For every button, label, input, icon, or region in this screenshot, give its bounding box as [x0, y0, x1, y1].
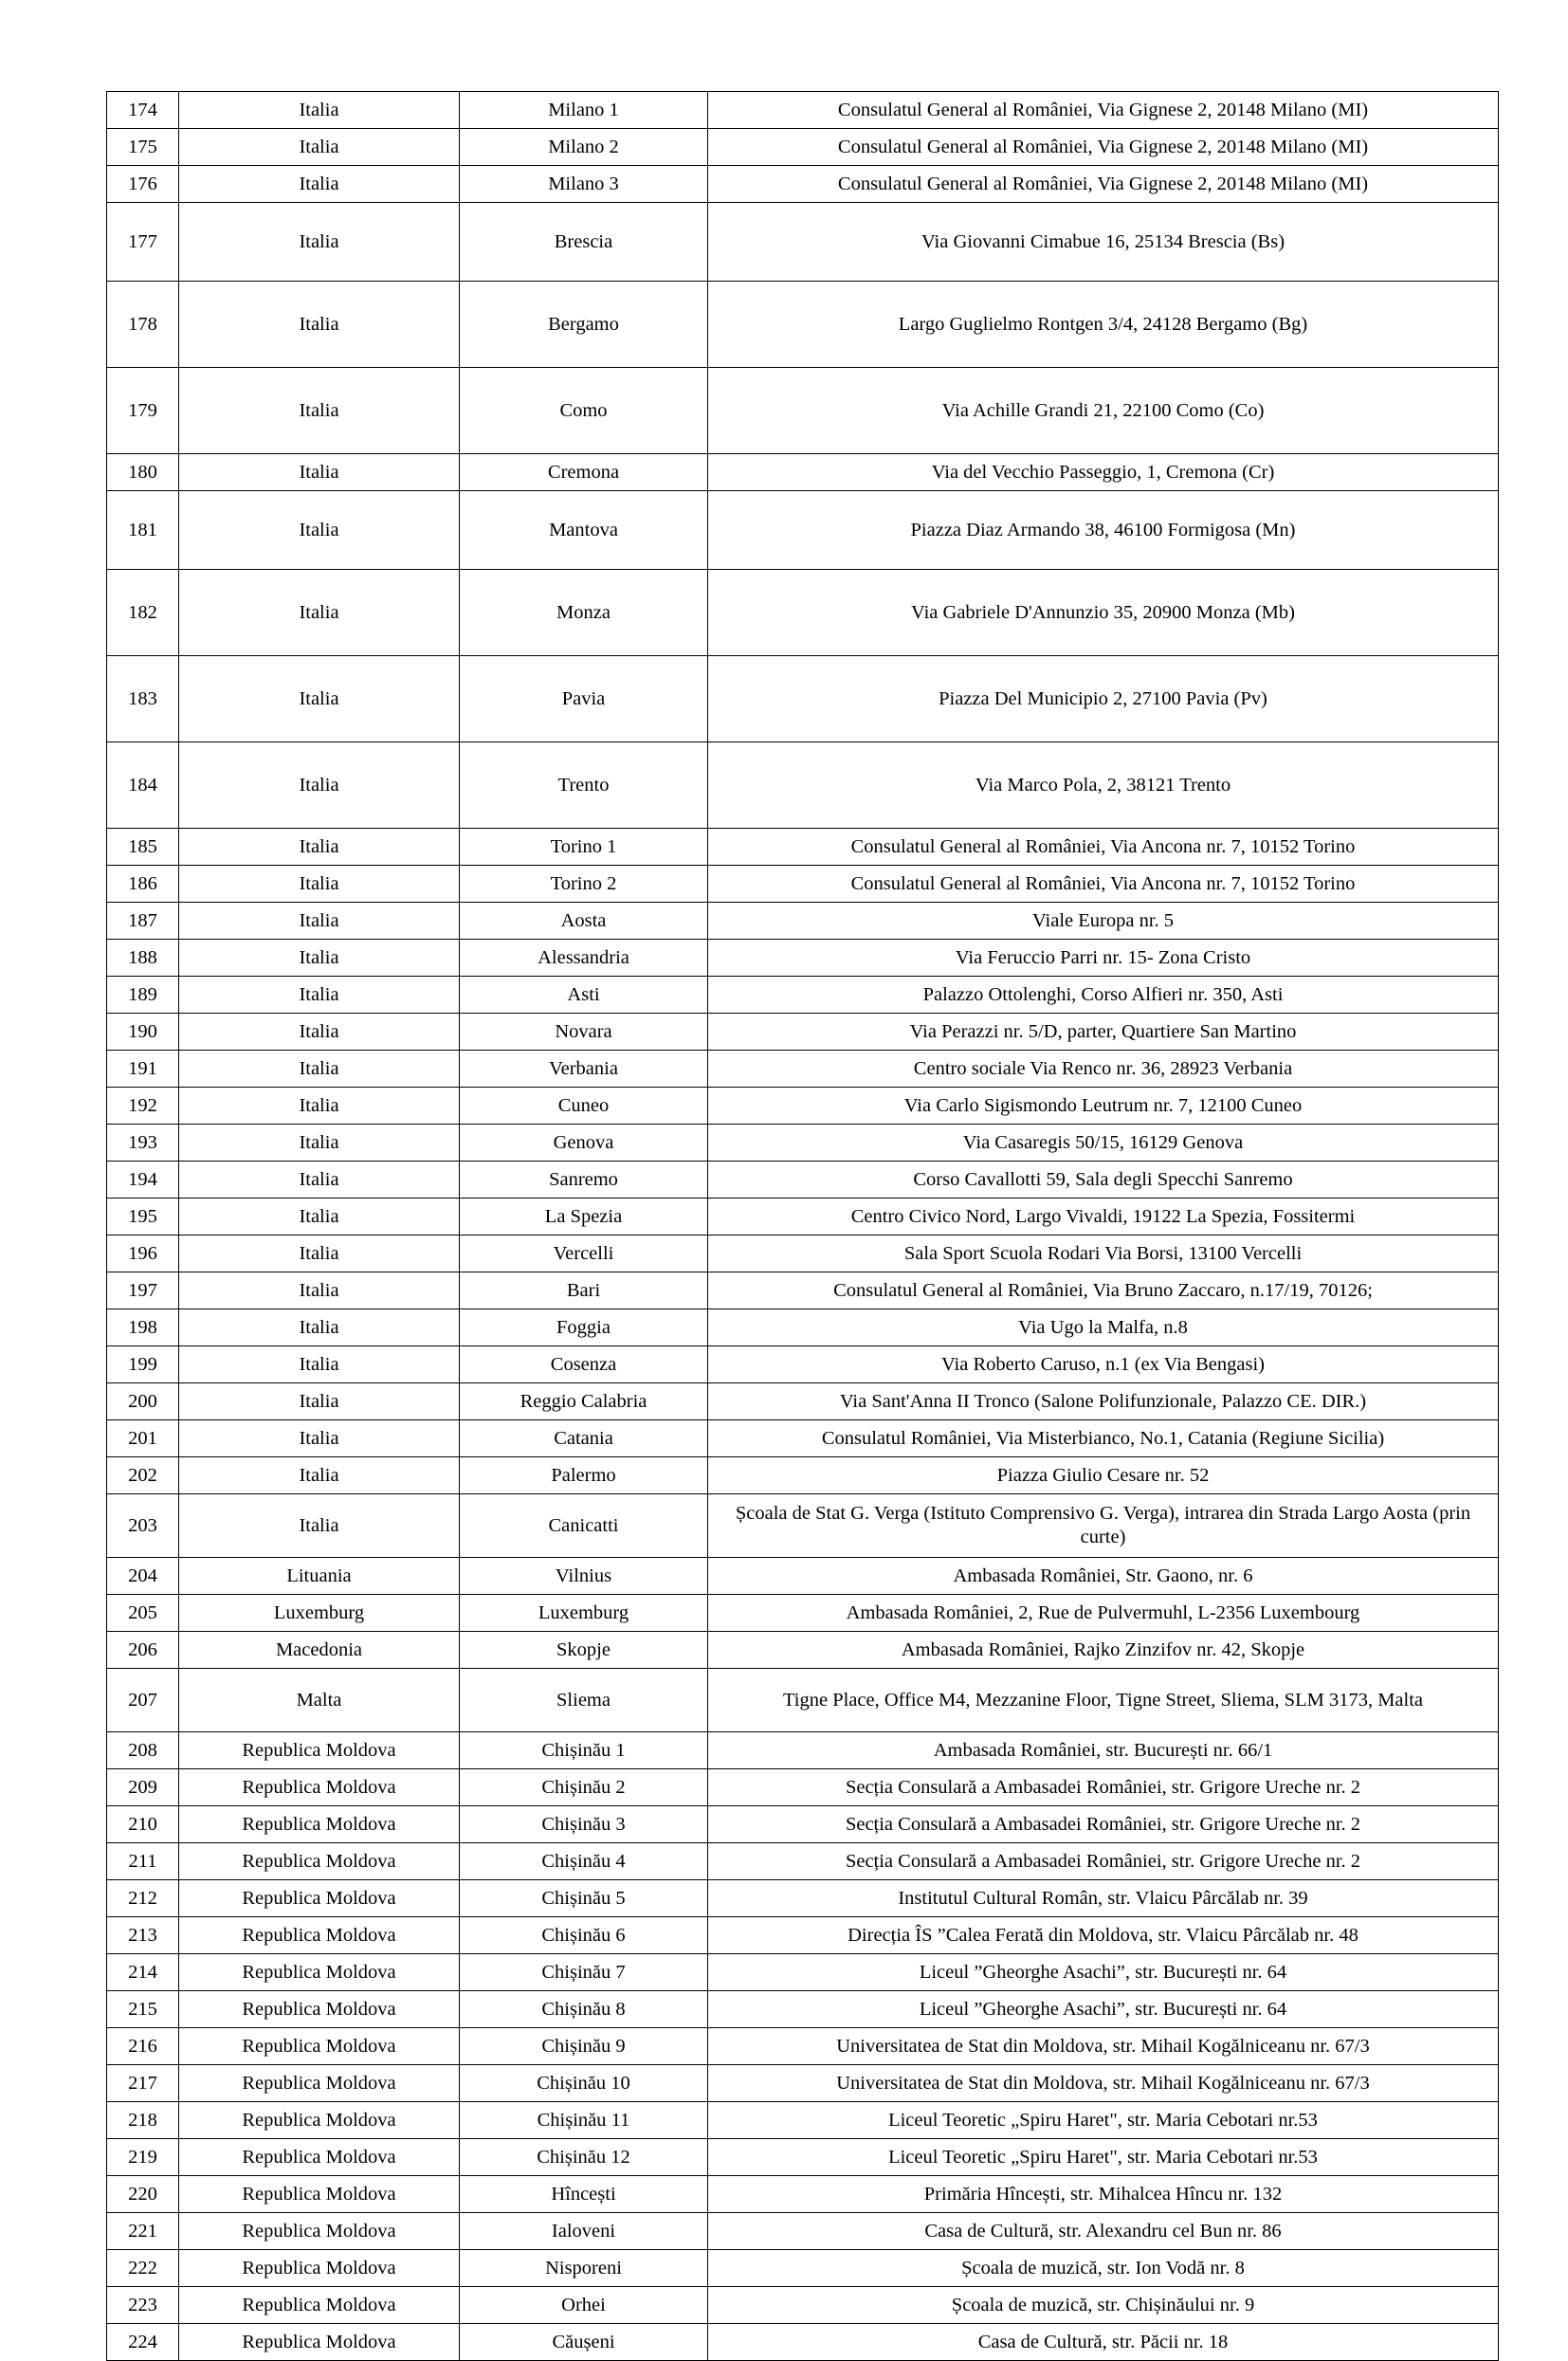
cell-address: Centro sociale Via Renco nr. 36, 28923 Verbania: [708, 1051, 1499, 1088]
cell-address: Via del Vecchio Passeggio, 1, Cremona (Cr): [708, 454, 1499, 491]
cell-number: 192: [107, 1088, 179, 1125]
cell-section: Căușeni: [460, 2324, 708, 2361]
cell-number: 178: [107, 282, 179, 368]
cell-address: Via Marco Pola, 2, 38121 Trento: [708, 742, 1499, 829]
cell-number: 204: [107, 1558, 179, 1595]
cell-address: Via Giovanni Cimabue 16, 25134 Brescia (Bs): [708, 203, 1499, 282]
cell-country: Italia: [179, 656, 460, 742]
cell-section: Alessandria: [460, 940, 708, 977]
cell-country: Luxemburg: [179, 1595, 460, 1632]
cell-section: Milano 3: [460, 166, 708, 203]
cell-country: Italia: [179, 368, 460, 454]
cell-address: Via Achille Grandi 21, 22100 Como (Co): [708, 368, 1499, 454]
table-row: [107, 1162, 1499, 1199]
cell-section: Palermo: [460, 1457, 708, 1494]
cell-number: 215: [107, 1991, 179, 2028]
cell-section: Reggio Calabria: [460, 1383, 708, 1420]
table-row: [107, 1199, 1499, 1235]
cell-section: Verbania: [460, 1051, 708, 1088]
table-row: [107, 1346, 1499, 1383]
cell-section: Chișinău 7: [460, 1954, 708, 1991]
cell-number: 191: [107, 1051, 179, 1088]
cell-address: Via Roberto Caruso, n.1 (ex Via Bengasi): [708, 1346, 1499, 1383]
cell-section: Foggia: [460, 1309, 708, 1346]
table-row: [107, 2250, 1499, 2287]
cell-country: Republica Moldova: [179, 1732, 460, 1769]
table-row: [107, 1595, 1499, 1632]
cell-number: 197: [107, 1272, 179, 1309]
cell-section: Catania: [460, 1420, 708, 1457]
cell-number: 216: [107, 2028, 179, 2065]
cell-section: Orhei: [460, 2287, 708, 2324]
cell-section: Torino 1: [460, 829, 708, 866]
cell-address: Tigne Place, Office M4, Mezzanine Floor, Tigne Street, Sliema, SLM 3173, Malta: [708, 1669, 1499, 1732]
table-row: [107, 1769, 1499, 1806]
cell-country: Italia: [179, 1420, 460, 1457]
cell-country: Italia: [179, 866, 460, 903]
table-row: [107, 203, 1499, 282]
table-row: [107, 2102, 1499, 2139]
cell-number: 201: [107, 1420, 179, 1457]
cell-country: Republica Moldova: [179, 2287, 460, 2324]
cell-address: Consulatul General al României, Via Ancona nr. 7, 10152 Torino: [708, 829, 1499, 866]
cell-country: Italia: [179, 1272, 460, 1309]
cell-number: 186: [107, 866, 179, 903]
cell-section: Novara: [460, 1014, 708, 1051]
cell-number: 203: [107, 1494, 179, 1558]
cell-section: Como: [460, 368, 708, 454]
cell-number: 202: [107, 1457, 179, 1494]
table-row: [107, 1235, 1499, 1272]
cell-number: 211: [107, 1843, 179, 1880]
cell-number: 179: [107, 368, 179, 454]
cell-country: Italia: [179, 1235, 460, 1272]
cell-country: Italia: [179, 903, 460, 940]
cell-address: Piazza Del Municipio 2, 27100 Pavia (Pv): [708, 656, 1499, 742]
cell-address: Palazzo Ottolenghi, Corso Alfieri nr. 350, Asti: [708, 977, 1499, 1014]
cell-section: Pavia: [460, 656, 708, 742]
table-row: [107, 368, 1499, 454]
cell-number: 176: [107, 166, 179, 203]
cell-number: 183: [107, 656, 179, 742]
cell-number: 205: [107, 1595, 179, 1632]
cell-number: 207: [107, 1669, 179, 1732]
cell-country: Italia: [179, 742, 460, 829]
table-row: [107, 1843, 1499, 1880]
cell-address: Via Carlo Sigismondo Leutrum nr. 7, 12100 Cuneo: [708, 1088, 1499, 1125]
table-row: [107, 1088, 1499, 1125]
cell-country: Italia: [179, 1125, 460, 1162]
cell-address: Casa de Cultură, str. Păcii nr. 18: [708, 2324, 1499, 2361]
cell-section: Chișinău 2: [460, 1769, 708, 1806]
cell-number: 214: [107, 1954, 179, 1991]
cell-country: Republica Moldova: [179, 1769, 460, 1806]
cell-section: Trento: [460, 742, 708, 829]
table-row: [107, 166, 1499, 203]
cell-address: Ambasada României, str. București nr. 66/1: [708, 1732, 1499, 1769]
table-row: [107, 1420, 1499, 1457]
table-row: [107, 866, 1499, 903]
cell-address: Via Perazzi nr. 5/D, parter, Quartiere San Martino: [708, 1014, 1499, 1051]
cell-section: Canicatti: [460, 1494, 708, 1558]
table-row: [107, 742, 1499, 829]
cell-address: Ambasada României, Str. Gaono, nr. 6: [708, 1558, 1499, 1595]
cell-number: 220: [107, 2176, 179, 2213]
cell-address: Centro Civico Nord, Largo Vivaldi, 19122 La Spezia, Fossitermi: [708, 1199, 1499, 1235]
cell-number: 223: [107, 2287, 179, 2324]
table-row: [107, 977, 1499, 1014]
cell-number: 195: [107, 1199, 179, 1235]
cell-section: Cuneo: [460, 1088, 708, 1125]
cell-address: Via Feruccio Parri nr. 15- Zona Cristo: [708, 940, 1499, 977]
cell-number: 188: [107, 940, 179, 977]
table-row: [107, 903, 1499, 940]
cell-country: Italia: [179, 1494, 460, 1558]
cell-address: Consulatul General al României, Via Bruno Zaccaro, n.17/19, 70126;: [708, 1272, 1499, 1309]
table-row: [107, 1806, 1499, 1843]
cell-section: Luxemburg: [460, 1595, 708, 1632]
table-row: [107, 491, 1499, 570]
cell-address: Sala Sport Scuola Rodari Via Borsi, 13100 Vercelli: [708, 1235, 1499, 1272]
cell-address: Via Sant'Anna II Tronco (Salone Polifunzionale, Palazzo CE. DIR.): [708, 1383, 1499, 1420]
cell-section: Cremona: [460, 454, 708, 491]
cell-number: 221: [107, 2213, 179, 2250]
table-row: [107, 1558, 1499, 1595]
cell-country: Republica Moldova: [179, 1843, 460, 1880]
cell-number: 193: [107, 1125, 179, 1162]
cell-address: Consulatul General al României, Via Gignese 2, 20148 Milano (MI): [708, 166, 1499, 203]
table-body: [107, 92, 1499, 2361]
table-row: [107, 1494, 1499, 1558]
cell-section: Torino 2: [460, 866, 708, 903]
cell-address: Școala de muzică, str. Ion Vodă nr. 8: [708, 2250, 1499, 2287]
table-row: [107, 2176, 1499, 2213]
cell-address: Consulatul General al României, Via Ancona nr. 7, 10152 Torino: [708, 866, 1499, 903]
cell-address: Universitatea de Stat din Moldova, str. Mihail Kogălniceanu nr. 67/3: [708, 2065, 1499, 2102]
cell-number: 194: [107, 1162, 179, 1199]
cell-address: Primăria Hîncești, str. Mihalcea Hîncu nr. 132: [708, 2176, 1499, 2213]
cell-section: Milano 1: [460, 92, 708, 129]
cell-number: 189: [107, 977, 179, 1014]
cell-address: Liceul Teoretic „Spiru Haret", str. Maria Cebotari nr.53: [708, 2139, 1499, 2176]
cell-address: Piazza Giulio Cesare nr. 52: [708, 1457, 1499, 1494]
cell-section: Chișinău 3: [460, 1806, 708, 1843]
table-row: [107, 2324, 1499, 2361]
cell-section: Chișinău 12: [460, 2139, 708, 2176]
cell-number: 199: [107, 1346, 179, 1383]
cell-address: Școala de Stat G. Verga (Istituto Comprensivo G. Verga), intrarea din Strada Largo Aosta (prin curte): [708, 1494, 1499, 1558]
polling-stations-table: [106, 91, 1499, 2361]
cell-number: 190: [107, 1014, 179, 1051]
table-row: [107, 1272, 1499, 1309]
cell-address: Viale Europa nr. 5: [708, 903, 1499, 940]
cell-section: Chișinău 9: [460, 2028, 708, 2065]
cell-section: Milano 2: [460, 129, 708, 166]
cell-country: Republica Moldova: [179, 2213, 460, 2250]
cell-section: Nisporeni: [460, 2250, 708, 2287]
cell-section: Aosta: [460, 903, 708, 940]
cell-country: Republica Moldova: [179, 2324, 460, 2361]
cell-country: Italia: [179, 1199, 460, 1235]
cell-address: Via Ugo la Malfa, n.8: [708, 1309, 1499, 1346]
table-row: [107, 92, 1499, 129]
table-row: [107, 2287, 1499, 2324]
cell-country: Italia: [179, 829, 460, 866]
cell-number: 213: [107, 1917, 179, 1954]
cell-country: Italia: [179, 129, 460, 166]
cell-address: Institutul Cultural Român, str. Vlaicu Pârcălab nr. 39: [708, 1880, 1499, 1917]
cell-address: Casa de Cultură, str. Alexandru cel Bun nr. 86: [708, 2213, 1499, 2250]
cell-country: Italia: [179, 977, 460, 1014]
cell-country: Macedonia: [179, 1632, 460, 1669]
table-row: [107, 1457, 1499, 1494]
cell-address: Via Casaregis 50/15, 16129 Genova: [708, 1125, 1499, 1162]
cell-country: Italia: [179, 570, 460, 656]
cell-number: 210: [107, 1806, 179, 1843]
cell-address: Piazza Diaz Armando 38, 46100 Formigosa (Mn): [708, 491, 1499, 570]
table-row: [107, 1669, 1499, 1732]
cell-country: Italia: [179, 1346, 460, 1383]
cell-country: Republica Moldova: [179, 1917, 460, 1954]
cell-country: Italia: [179, 166, 460, 203]
cell-section: Vilnius: [460, 1558, 708, 1595]
cell-number: 222: [107, 2250, 179, 2287]
cell-section: Chișinău 10: [460, 2065, 708, 2102]
cell-country: Republica Moldova: [179, 2176, 460, 2213]
cell-number: 177: [107, 203, 179, 282]
cell-number: 187: [107, 903, 179, 940]
table-row: [107, 2139, 1499, 2176]
cell-section: Chișinău 6: [460, 1917, 708, 1954]
cell-section: Cosenza: [460, 1346, 708, 1383]
cell-address: Consulatul României, Via Misterbianco, No.1, Catania (Regiune Sicilia): [708, 1420, 1499, 1457]
cell-address: Secția Consulară a Ambasadei României, str. Grigore Ureche nr. 2: [708, 1769, 1499, 1806]
cell-address: Liceul Teoretic „Spiru Haret", str. Maria Cebotari nr.53: [708, 2102, 1499, 2139]
table-row: [107, 2028, 1499, 2065]
cell-number: 224: [107, 2324, 179, 2361]
cell-number: 218: [107, 2102, 179, 2139]
cell-number: 209: [107, 1769, 179, 1806]
cell-number: 208: [107, 1732, 179, 1769]
cell-address: Direcția ÎS ”Calea Ferată din Moldova, str. Vlaicu Pârcălab nr. 48: [708, 1917, 1499, 1954]
cell-country: Italia: [179, 454, 460, 491]
cell-address: Largo Guglielmo Rontgen 3/4, 24128 Bergamo (Bg): [708, 282, 1499, 368]
table-row: [107, 1051, 1499, 1088]
cell-address: Corso Cavallotti 59, Sala degli Specchi Sanremo: [708, 1162, 1499, 1199]
table-row: [107, 1125, 1499, 1162]
cell-address: Consulatul General al României, Via Gignese 2, 20148 Milano (MI): [708, 129, 1499, 166]
table-row: [107, 1880, 1499, 1917]
table-row: [107, 282, 1499, 368]
table-row: [107, 129, 1499, 166]
cell-number: 217: [107, 2065, 179, 2102]
table-row: [107, 1954, 1499, 1991]
table-row: [107, 1991, 1499, 2028]
cell-section: Ialoveni: [460, 2213, 708, 2250]
cell-country: Republica Moldova: [179, 1880, 460, 1917]
cell-number: 206: [107, 1632, 179, 1669]
cell-section: Chișinău 11: [460, 2102, 708, 2139]
table-row: [107, 1014, 1499, 1051]
cell-section: Brescia: [460, 203, 708, 282]
table-row: [107, 2065, 1499, 2102]
cell-country: Italia: [179, 1309, 460, 1346]
cell-country: Republica Moldova: [179, 2250, 460, 2287]
table-row: [107, 1732, 1499, 1769]
cell-section: Asti: [460, 977, 708, 1014]
cell-country: Republica Moldova: [179, 1806, 460, 1843]
cell-section: La Spezia: [460, 1199, 708, 1235]
table-row: [107, 656, 1499, 742]
table-row: [107, 454, 1499, 491]
cell-country: Republica Moldova: [179, 2102, 460, 2139]
cell-country: Republica Moldova: [179, 1991, 460, 2028]
cell-country: Republica Moldova: [179, 2139, 460, 2176]
cell-number: 175: [107, 129, 179, 166]
cell-section: Mantova: [460, 491, 708, 570]
cell-number: 181: [107, 491, 179, 570]
cell-address: Ambasada României, 2, Rue de Pulvermuhl, L-2356 Luxembourg: [708, 1595, 1499, 1632]
cell-section: Chișinău 4: [460, 1843, 708, 1880]
table-row: [107, 570, 1499, 656]
cell-section: Skopje: [460, 1632, 708, 1669]
cell-address: Via Gabriele D'Annunzio 35, 20900 Monza (Mb): [708, 570, 1499, 656]
cell-number: 185: [107, 829, 179, 866]
cell-section: Chișinău 1: [460, 1732, 708, 1769]
cell-number: 180: [107, 454, 179, 491]
cell-country: Lituania: [179, 1558, 460, 1595]
cell-address: Ambasada României, Rajko Zinzifov nr. 42, Skopje: [708, 1632, 1499, 1669]
table-row: [107, 1383, 1499, 1420]
cell-section: Chișinău 5: [460, 1880, 708, 1917]
cell-country: Italia: [179, 491, 460, 570]
cell-address: Secția Consulară a Ambasadei României, str. Grigore Ureche nr. 2: [708, 1806, 1499, 1843]
cell-address: Consulatul General al României, Via Gignese 2, 20148 Milano (MI): [708, 92, 1499, 129]
cell-section: Hîncești: [460, 2176, 708, 2213]
cell-country: Republica Moldova: [179, 2065, 460, 2102]
cell-section: Sanremo: [460, 1162, 708, 1199]
cell-country: Italia: [179, 1162, 460, 1199]
table-row: [107, 1632, 1499, 1669]
cell-address: Liceul ”Gheorghe Asachi”, str. București nr. 64: [708, 1954, 1499, 1991]
cell-number: 184: [107, 742, 179, 829]
table-row: [107, 2213, 1499, 2250]
cell-country: Italia: [179, 203, 460, 282]
cell-section: Genova: [460, 1125, 708, 1162]
cell-section: Monza: [460, 570, 708, 656]
cell-section: Bergamo: [460, 282, 708, 368]
cell-country: Malta: [179, 1669, 460, 1732]
cell-country: Italia: [179, 1051, 460, 1088]
cell-number: 219: [107, 2139, 179, 2176]
cell-country: Italia: [179, 282, 460, 368]
cell-address: Liceul ”Gheorghe Asachi”, str. București nr. 64: [708, 1991, 1499, 2028]
cell-section: Chișinău 8: [460, 1991, 708, 2028]
cell-section: Bari: [460, 1272, 708, 1309]
table-row: [107, 1309, 1499, 1346]
cell-country: Italia: [179, 92, 460, 129]
cell-number: 196: [107, 1235, 179, 1272]
table-row: [107, 829, 1499, 866]
cell-country: Italia: [179, 1383, 460, 1420]
cell-number: 174: [107, 92, 179, 129]
cell-section: Sliema: [460, 1669, 708, 1732]
cell-number: 198: [107, 1309, 179, 1346]
cell-country: Italia: [179, 1088, 460, 1125]
cell-country: Republica Moldova: [179, 1954, 460, 1991]
cell-country: Italia: [179, 1457, 460, 1494]
table-row: [107, 940, 1499, 977]
cell-number: 212: [107, 1880, 179, 1917]
cell-country: Italia: [179, 940, 460, 977]
cell-section: Vercelli: [460, 1235, 708, 1272]
cell-number: 200: [107, 1383, 179, 1420]
cell-number: 182: [107, 570, 179, 656]
cell-country: Republica Moldova: [179, 2028, 460, 2065]
table-row: [107, 1917, 1499, 1954]
cell-address: Secția Consulară a Ambasadei României, str. Grigore Ureche nr. 2: [708, 1843, 1499, 1880]
cell-address: Universitatea de Stat din Moldova, str. Mihail Kogălniceanu nr. 67/3: [708, 2028, 1499, 2065]
cell-address: Școala de muzică, str. Chișinăului nr. 9: [708, 2287, 1499, 2324]
cell-country: Italia: [179, 1014, 460, 1051]
